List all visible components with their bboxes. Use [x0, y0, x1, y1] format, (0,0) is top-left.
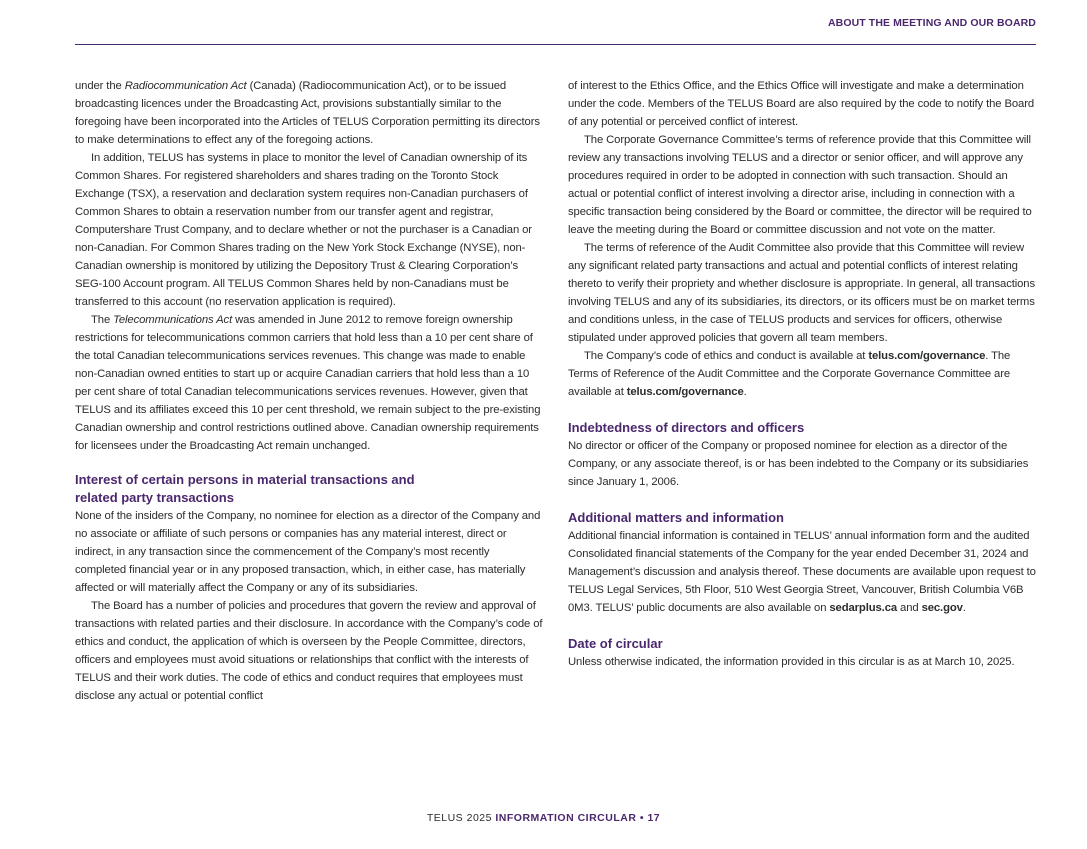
paragraph: In addition, TELUS has systems in place to monitor the level of Canadian ownership of its Common Shares. For registered shareholders and shares trading on the Toronto Stock Exchange (TSX), a reservation and declaration system requires non-Canadian purchasers of Common Shares to obtain a reservation number from our transfer agent and registrar, Computershare Trust Company, and to declare whether or not the purchaser is a Canadian or non-Canadian. For Common Shares trading on the New York Stock Exchange (NYSE), non-Canadian ownership is monitored by utilizing the Depository Trust & Clearing Corporation’s SEG-100 Account program. All TELUS Common Shares held by non-Canadians must be transferred to this account (no reservation application is required).: [75, 152, 532, 308]
section-heading-date: Date of circular: [568, 636, 663, 651]
section-header: ABOUT THE MEETING AND OUR BOARD: [827, 17, 1036, 29]
section-heading-interest: Interest of certain persons in material transactions and related party transactions: [75, 472, 415, 505]
paragraph: The terms of reference of the Audit Committee also provide that this Committee will review any significant related party transactions and actual and potential conflicts of interest relating thereto to verify their propriety and whether disclosure is appropriate. In general, all transactions involving TELUS and any of its subsidiaries, its directors, or its officers must be on market terms and conditions unless, in the case of TELUS products and services for officers, otherwise stipulated under approved policies that govern all team members.: [568, 242, 1035, 344]
governance-link[interactable]: telus.com/governance: [868, 350, 986, 362]
paragraph: under the Radiocommunication Act (Canada) (Radiocommunication Act), or to be issued broadcasting licences under the Broadcasting Act, provisions substantially similar to the foregoing have been incorporated into the Articles of TELUS Corporation permitting its directors to make determinations to effect any of the foregoing actions.: [75, 80, 540, 146]
header-rule: [75, 44, 1036, 45]
section-heading-additional: Additional matters and information: [568, 510, 784, 525]
paragraph: None of the insiders of the Company, no nominee for election as a director of the Company and no associate or affiliate of such persons or companies has any material interest, direct or indirect, in any transaction since the commencement of the Company’s most recently completed financial year or in any proposed transaction, which, in either case, has materially affected or will materially affect the Company or any of its subsidiaries.: [75, 510, 541, 594]
page-number: 17: [647, 812, 661, 824]
paragraph: of interest to the Ethics Office, and the Ethics Office will investigate and make a determination under the code. Members of the TELUS Board are also required by the code to notify the Board of any potential or perceived conflict of interest.: [568, 80, 1035, 128]
paragraph: No director or officer of the Company or proposed nominee for election as a director of the Company, or any associate thereof, is or has been indebted to the Company or its subsidiaries since January 1, 2006.: [568, 440, 1029, 488]
paragraph: The Company’s code of ethics and conduct is available at telus.com/governance. The Terms of Reference of the Audit Committee and the Corporate Governance Committee are available at telus.com/governance.: [568, 350, 1011, 398]
governance-link[interactable]: telus.com/governance: [626, 386, 744, 398]
right-column: [568, 77, 1040, 671]
paragraph: The Board has a number of policies and procedures that govern the review and approval of transactions with related parties and their disclosure. In accordance with the Company’s code of ethics and conduct, the application of which is overseen by the People Committee, directors, officers and employees must avoid situations or relationships that conflict with the interests of TELUS and their work duties. The code of ethics and conduct requires that employees must disclose any actual or potential conflict: [75, 600, 543, 702]
footer-separator: •: [636, 812, 648, 824]
paragraph: Unless otherwise indicated, the information provided in this circular is as at March 10, 2025.: [568, 656, 1015, 668]
paragraph: Additional financial information is contained in TELUS’ annual information form and the audited Consolidated financial statements of the Company for the year ended December 31, 2024 and Management’s discussion and analysis thereof. These documents are available upon request to TELUS Legal Services, 5th Floor, 510 West Georgia Street, Vancouver, British Columbia V6B 0M3. TELUS’ public documents are also available on sedarplus.ca and sec.gov.: [568, 530, 1036, 614]
paragraph: The Corporate Governance Committee’s terms of reference provide that this Committee will review any transactions involving TELUS and a director or senior officer, and will approve any procedures required in order to be adopted in connection with such transaction. Should an actual or potential conflict of interest involving a director arise, including in connection with a specific transaction being considered by the Board or committee, the director will be required to leave the meeting during the Board or committee discussion and not vote on the matter.: [568, 134, 1032, 236]
page-footer: [0, 812, 1087, 824]
footer-prefix: TELUS 2025: [426, 812, 496, 824]
paragraph: The Telecommunications Act was amended in June 2012 to remove foreign ownership restrictions for telecommunications common carriers that hold less than a 10 per cent share of the total Canadian telecommunications services revenues. This change was made to enable non-Canadian owned entities to start up or acquire Canadian carriers that hold less than a 10 per cent share of total Canadian telecommunications services revenues. However, given that TELUS and its affiliates exceed this 10 per cent threshold, we remain subject to the pre-existing Canadian ownership and control restrictions outlined above. Canadian ownership requirements for licensees under the Broadcasting Act remain unchanged.: [75, 314, 541, 452]
section-heading-indebtedness: Indebtedness of directors and officers: [568, 420, 805, 435]
sedar-link[interactable]: sedarplus.ca: [829, 602, 898, 614]
left-column: [75, 77, 543, 705]
sec-link[interactable]: sec.gov: [921, 602, 963, 614]
footer-doc-name: INFORMATION CIRCULAR: [495, 812, 637, 824]
